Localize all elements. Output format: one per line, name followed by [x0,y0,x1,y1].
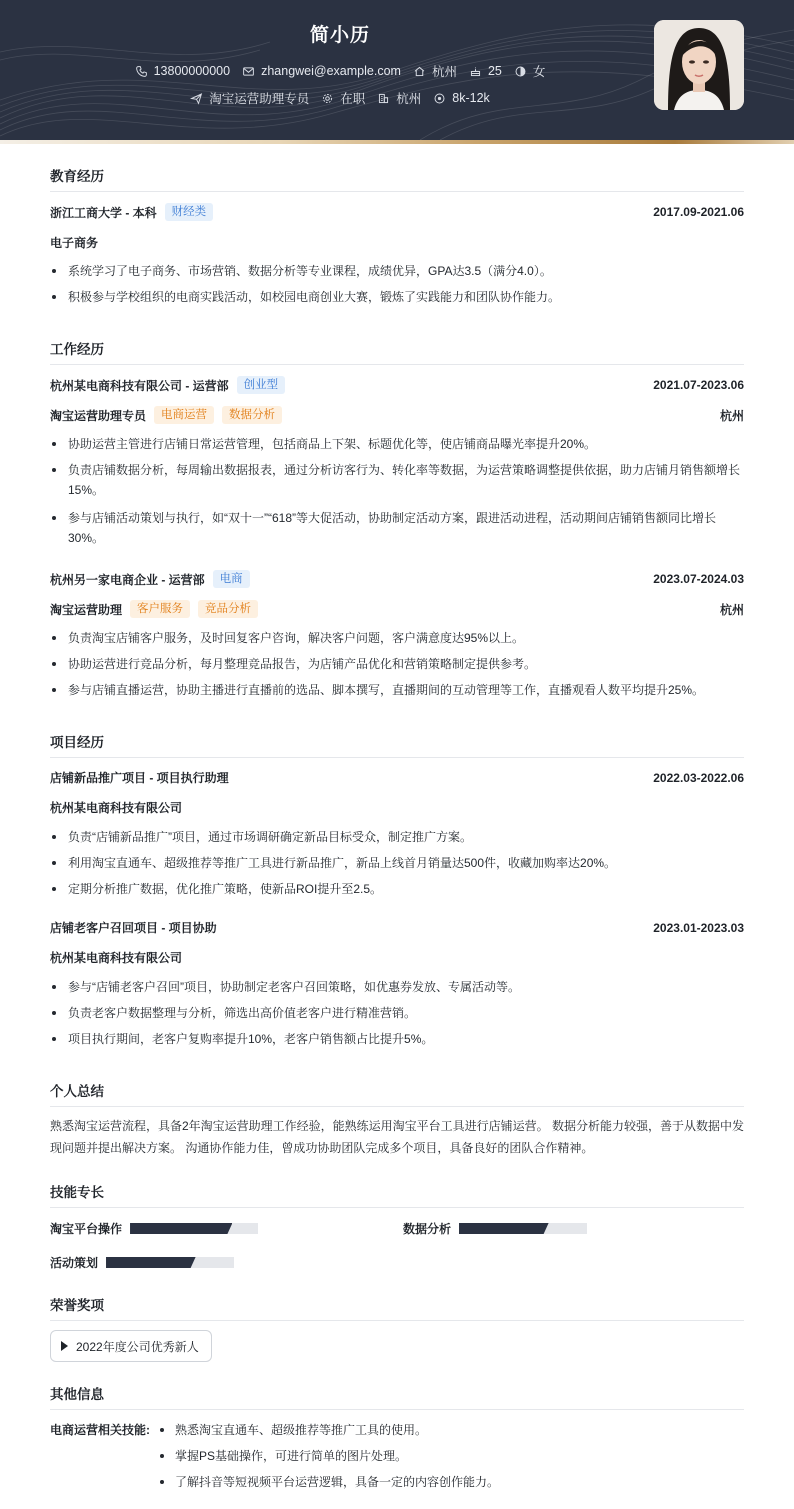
project-date: 2023.01-2023.03 [653,920,744,935]
skill-level-bar [459,1223,587,1234]
skill-name: 淘宝平台操作 [50,1222,123,1236]
job-city: 杭州 [719,602,744,617]
skill-name: 活动策划 [50,1256,99,1270]
skills-title: 技能专长 [50,1181,744,1208]
profile-photo [654,20,744,110]
company-tag: 创业型 [237,376,286,394]
job-bullet: 负责淘宝店铺客户服务，及时回复客户咨询，解决客户问题，客户满意度达95%以上。 [50,628,744,648]
project-bullet: 负责“店铺新品推广”项目，通过市场调研确定新品目标受众，制定推广方案。 [50,827,744,847]
other-label: 电商运营相关技能: [50,1423,150,1437]
education-bullet: 系统学习了电子商务、市场营销、数据分析等专业课程，成绩优异，GPA达3.5（满分4.0）。 [50,261,744,281]
other-title: 其他信息 [50,1383,744,1410]
company-name: 杭州某电商科技有限公司 - 运营部 [50,378,229,393]
salary-icon [433,92,446,105]
job-intent-row [0,89,680,107]
job-bullet: 协助运营主管进行店铺日常运营管理，包括商品上下架、标题优化等，使店铺商品曝光率提升20%。 [50,434,744,454]
settings-icon [321,92,334,105]
target-job-text: 淘宝运营助理专员 [209,92,310,106]
projects-title: 项目经历 [50,731,744,758]
job-city: 杭州 [719,408,744,423]
position-name: 淘宝运营助理 [50,602,123,617]
school-name: 浙江工商大学 - 本科 [50,205,157,220]
work-title: 工作经历 [50,338,744,365]
award-item[interactable] [50,1330,212,1362]
position-tag: 竞品分析 [198,600,258,618]
building-icon [377,92,390,105]
gender-icon [514,65,527,78]
education-school-row [50,203,744,221]
gender-text: 女 [532,65,546,79]
job-date: 2023.07-2024.03 [653,572,744,586]
job-company-row [50,376,744,394]
mail-icon [242,65,255,78]
job-bullet: 负责店铺数据分析，每周输出数据报表，通过分析访客行为、转化率等数据，为运营策略调整提供依据，助力店铺月销售额增长15%。 [50,460,744,500]
project-bullet: 参与“店铺老客户召回”项目，协助制定老客户召回策略，如优惠券发放、专属活动等。 [50,977,744,997]
project-company-row [50,799,744,816]
project-row [50,769,744,786]
position-tag: 数据分析 [222,406,282,424]
email-item [242,64,401,78]
other-list-item: 熟悉淘宝直通车、超级推荐等推广工具的使用。 [158,1420,744,1440]
send-icon [190,92,203,105]
project-name: 店铺老客户召回项目 - 项目协助 [50,921,217,935]
skill-level-fill [459,1223,549,1234]
target-city-item [377,89,421,107]
phone-text: 13800000000 [153,64,231,78]
email-text: zhangwei@example.com [261,64,401,78]
project-bullet: 定期分析推广数据，优化推广策略，使新品ROI提升至2.5。 [50,879,744,899]
contact-row [0,62,680,80]
summary-title: 个人总结 [50,1080,744,1107]
age-text: 25 [487,64,502,78]
education-title: 教育经历 [50,165,744,192]
position-tag: 电商运营 [154,406,214,424]
skill-level-fill [130,1223,232,1234]
education-bullet: 积极参与学校组织的电商实践活动，如校园电商创业大赛，锻炼了实践能力和团队协作能力。 [50,287,744,307]
target-job-item [190,89,309,107]
project-bullet: 利用淘宝直通车、超级推荐等推广工具进行新品推广，新品上线首月销量达500件，收藏加购率达20%。 [50,853,744,873]
city-item [413,62,457,80]
other-list-item: 掌握PS基础操作，可进行简单的图片处理。 [158,1446,744,1466]
salary-text: 8k-12k [452,91,490,105]
skill-level-bar [106,1257,234,1268]
home-icon [413,65,426,78]
phone-icon [135,65,148,78]
skill-item [403,1220,587,1237]
company-name: 杭州另一家电商企业 - 运营部 [50,572,205,587]
status-text: 在职 [340,92,366,106]
age-item [469,64,502,78]
skill-level-bar [130,1223,258,1234]
summary-text: 熟悉淘宝运营流程，具备2年淘宝运营助理工作经验，能熟练运用淘宝平台工具进行店铺运营。 数据分析能力较强，善于从数据中发现问题并提出解决方案。 沟通协作能力佳，曾成功协助团队完成多个项目，具备良好的团队合作精神。 [50,1119,745,1155]
position-tag: 客户服务 [130,600,190,618]
project-company: 杭州某电商科技有限公司 [50,801,183,815]
award-label: 2022年度公司优秀新人 [76,1339,199,1354]
position-name: 淘宝运营助理专员 [50,408,147,423]
skill-level-fill [106,1257,196,1268]
city-text: 杭州 [431,65,457,79]
project-name: 店铺新品推广项目 - 项目执行助理 [50,771,229,785]
school-tag: 财经类 [165,203,214,221]
resume-header [0,0,794,140]
awards-title: 荣誉奖项 [50,1294,744,1321]
candidate-name: 简小历 [309,25,370,46]
play-triangle-icon [61,1341,68,1351]
job-bullet: 参与店铺直播运营，协助主播进行直播前的选品、脚本撰写，直播期间的互动管理等工作，直播观看人数平均提升25%。 [50,680,744,700]
company-tag: 电商 [213,570,250,588]
major-name: 电子商务 [50,236,99,250]
project-row [50,919,744,936]
other-list-item: 了解抖音等短视频平台运营逻辑，具备一定的内容创作能力。 [158,1472,744,1492]
job-bullet: 协助运营进行竞品分析，每月整理竞品报告，为店铺产品优化和营销策略制定提供参考。 [50,654,744,674]
job-position-row [50,406,744,424]
skill-item [50,1254,234,1271]
cake-icon [469,65,482,78]
phone-item [135,64,230,78]
major-row [50,234,744,251]
gender-item [514,62,546,80]
project-date: 2022.03-2022.06 [653,770,744,785]
skill-item [50,1220,258,1237]
education-date: 2017.09-2021.06 [653,205,744,219]
status-item [321,89,365,107]
job-date: 2021.07-2023.06 [653,378,744,392]
project-bullet: 项目执行期间，老客户复购率提升10%，老客户销售额占比提升5%。 [50,1029,744,1049]
skill-name: 数据分析 [403,1222,452,1236]
target-city-text: 杭州 [396,92,422,106]
project-company-row [50,949,744,966]
job-company-row [50,570,744,588]
job-bullet: 参与店铺活动策划与执行，如“双十一”“618”等大促活动，协助制定活动方案，跟进活动进程，活动期间店铺销售额同比增长30%。 [50,508,744,548]
project-bullet: 负责老客户数据整理与分析，筛选出高价值老客户进行精准营销。 [50,1003,744,1023]
header-accent-strip [0,140,794,144]
project-company: 杭州某电商科技有限公司 [50,951,183,965]
portrait-illustration [654,20,744,110]
salary-item [433,91,490,105]
job-position-row [50,600,744,618]
